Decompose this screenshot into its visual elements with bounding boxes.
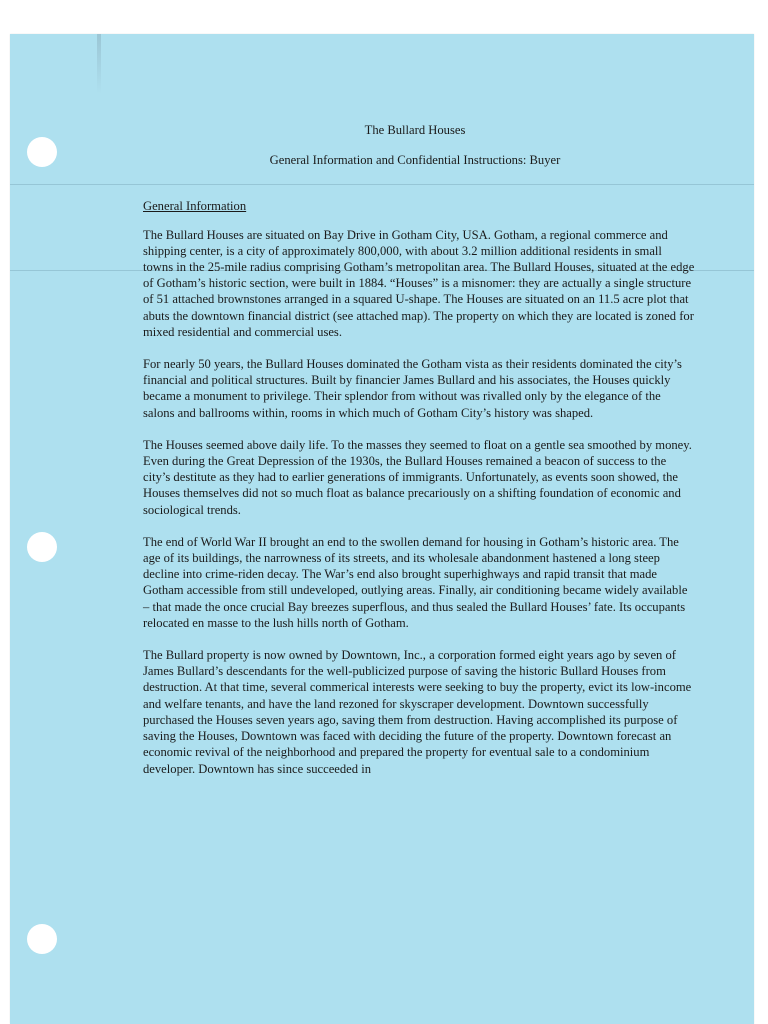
document-title: The Bullard Houses [364, 123, 466, 137]
paragraph: The Bullard property is now owned by Downtown, Inc., a corporation formed eight years ago by seven of James Bullard’s descendants for the well-publicized purpose of saving the historic Bullard Houses from destruction. At that time, several commerical interests were seeking to buy the property, evict its low-income and welfare tenants, and have the land rezoned for skyscraper development. Downtown successfully purchased the Houses seven years ago, saving them from destruction. Having accomplished its purpose of saving the Houses, Downtown was faced with deciding the future of the property. Downtown forecast an economic revival of the neighborhood and prepared the property for eventual sale to a condominium developer. Downtown has since succeeded in [143, 648, 692, 776]
punch-hole-middle [27, 532, 57, 562]
paragraph: The Houses seemed above daily life. To the masses they seemed to float on a gentle sea smoothed by money. Even during the Great Depression of the 1930s, the Bullard Houses remained a beacon of success to the city’s destitute as they had to earlier generations of immigrants. Unfortunately, as events soon showed, the Houses themselves did not so much float as balance precariously on a shifting foundation of economic and sociological trends. [143, 437, 692, 517]
document-subtitle: General Information and Confidential Instructions: Buyer [269, 153, 561, 168]
punch-hole-top [27, 137, 57, 167]
document-body [135, 122, 695, 793]
document-page [10, 34, 754, 1024]
paper-smudge [97, 34, 101, 94]
paragraph: For nearly 50 years, the Bullard Houses dominated the Gotham vista as their residents dominated the city’s financial and political structures. Built by financier James Bullard and his associates, the Houses quickly became a monument to privilege. Their splendor from without was rivalled only by the elegance of the salons and ballrooms within, rooms in which much of Gotham City’s history was shaped. [143, 357, 682, 420]
paragraph: The Bullard Houses are situated on Bay Drive in Gotham City, USA. Gotham, a regional commerce and shipping center, is a city of approximately 800,000, with about 3.2 million additional residents in small towns in the 25-mile radius comprising Gotham’s metropolitan area. The Bullard Houses, situated at the edge of Gotham’s historic section, were built in 1884. “Houses” is a misnomer: they are actually a single structure of 51 attached brownstones arranged in a squared U-shape. The Houses are situated on an 11.5 acre plot that abuts the downtown financial district (see attached map). The property on which they are located is zoned for mixed residential and commercial uses. [143, 227, 695, 339]
punch-hole-bottom [27, 924, 57, 954]
paragraph: The end of World War II brought an end to the swollen demand for housing in Gotham’s historic area. The age of its buildings, the narrowness of its streets, and its wholesale abandonment hastened a long steep decline into crime-riden decay. The War’s end also brought superhighways and rapid transit that made Gotham accessible from still undeveloped, outlying areas. Finally, air conditioning became widely available – that made the once crucial Bay breezes superflous, and thus sealed the Bullard Houses’ fate. Its occupants relocated en masse to the lush hills north of Gotham. [143, 534, 688, 630]
section-heading: General Information [143, 199, 247, 214]
